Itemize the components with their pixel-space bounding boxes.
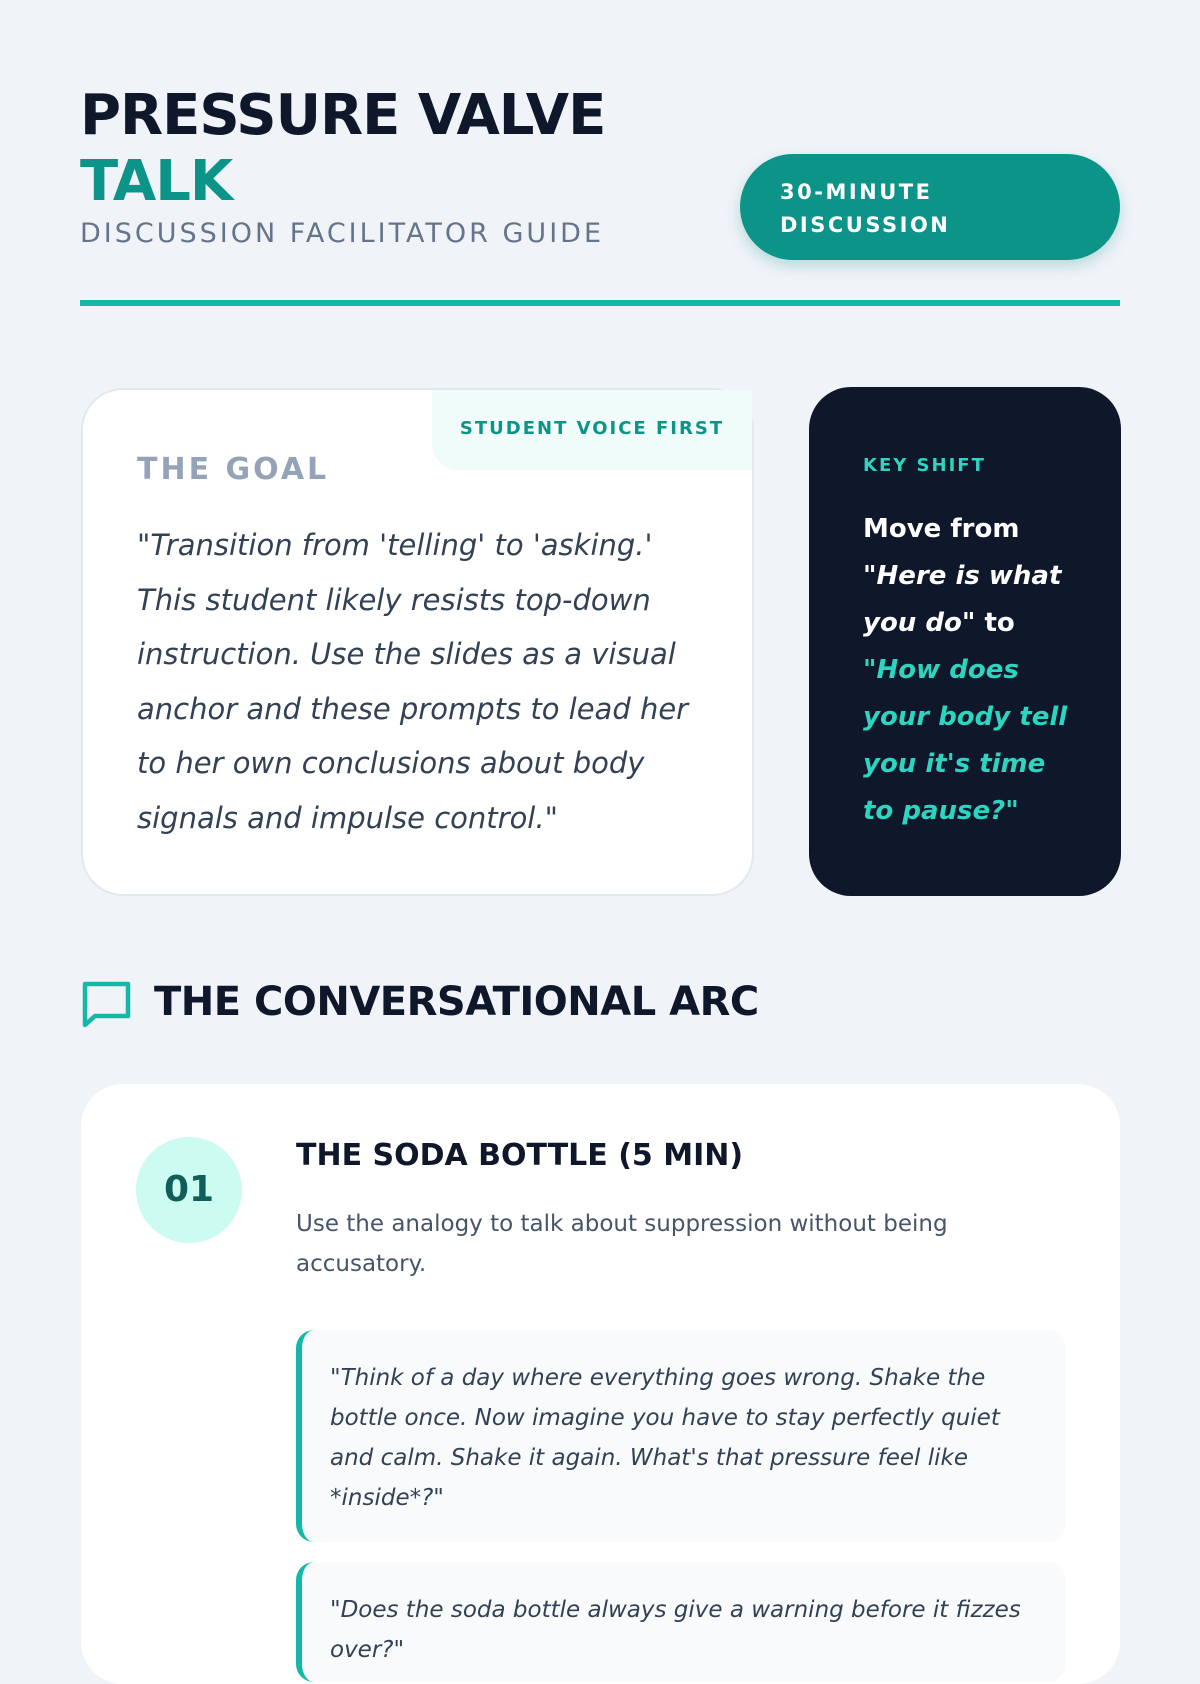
duration-badge (740, 154, 1120, 260)
key-shift-to-quote: "How does your body tell you it's time to pause?" (863, 655, 1068, 826)
key-shift-connector: to (975, 608, 1015, 638)
key-shift-label: KEY SHIFT (863, 455, 986, 476)
chat-bubble-icon (80, 978, 132, 1030)
header-divider (80, 300, 1120, 306)
step-card (81, 1084, 1120, 1684)
page-title: PRESSURE VALVE (80, 83, 606, 148)
prompt-quote: "Think of a day where everything goes wrong. Shake the bottle once. Now imagine you have to stay perfectly quiet and calm. Shake it again. What's that pressure feel like *inside*?" (296, 1330, 1066, 1542)
goal-card (81, 388, 754, 896)
duration-badge-line2: DISCUSSION (780, 213, 951, 237)
page-subtitle: DISCUSSION FACILITATOR GUIDE (80, 218, 605, 249)
page-header (80, 84, 1120, 304)
key-shift-card (809, 387, 1121, 896)
prompt-quote: "Does the soda bottle always give a warning before it fizzes over?" (296, 1562, 1066, 1682)
step-number: 01 (136, 1137, 242, 1243)
section-title: THE CONVERSATIONAL ARC (154, 979, 759, 1025)
key-shift-from-quote: "Here is what you do" (863, 561, 1062, 638)
duration-badge-line1: 30-MINUTE (780, 180, 933, 204)
goal-tag: STUDENT VOICE FIRST (432, 390, 752, 470)
step-title: THE SODA BOTTLE (5 MIN) (296, 1138, 744, 1173)
key-shift-text (863, 506, 1071, 835)
goal-label: THE GOAL (137, 452, 330, 487)
key-shift-lead: Move from (863, 514, 1020, 544)
page-title-accent: TALK (80, 149, 233, 214)
goal-quote: "Transition from 'telling' to 'asking.' This student likely resists top-down instruction. Use the slides as a visual anchor and these prompts to lead her to her own conclusions about body signals and impulse control." (137, 528, 689, 835)
section-heading (80, 976, 980, 1028)
step-description: Use the analogy to talk about suppression without being accusatory. (296, 1211, 948, 1277)
